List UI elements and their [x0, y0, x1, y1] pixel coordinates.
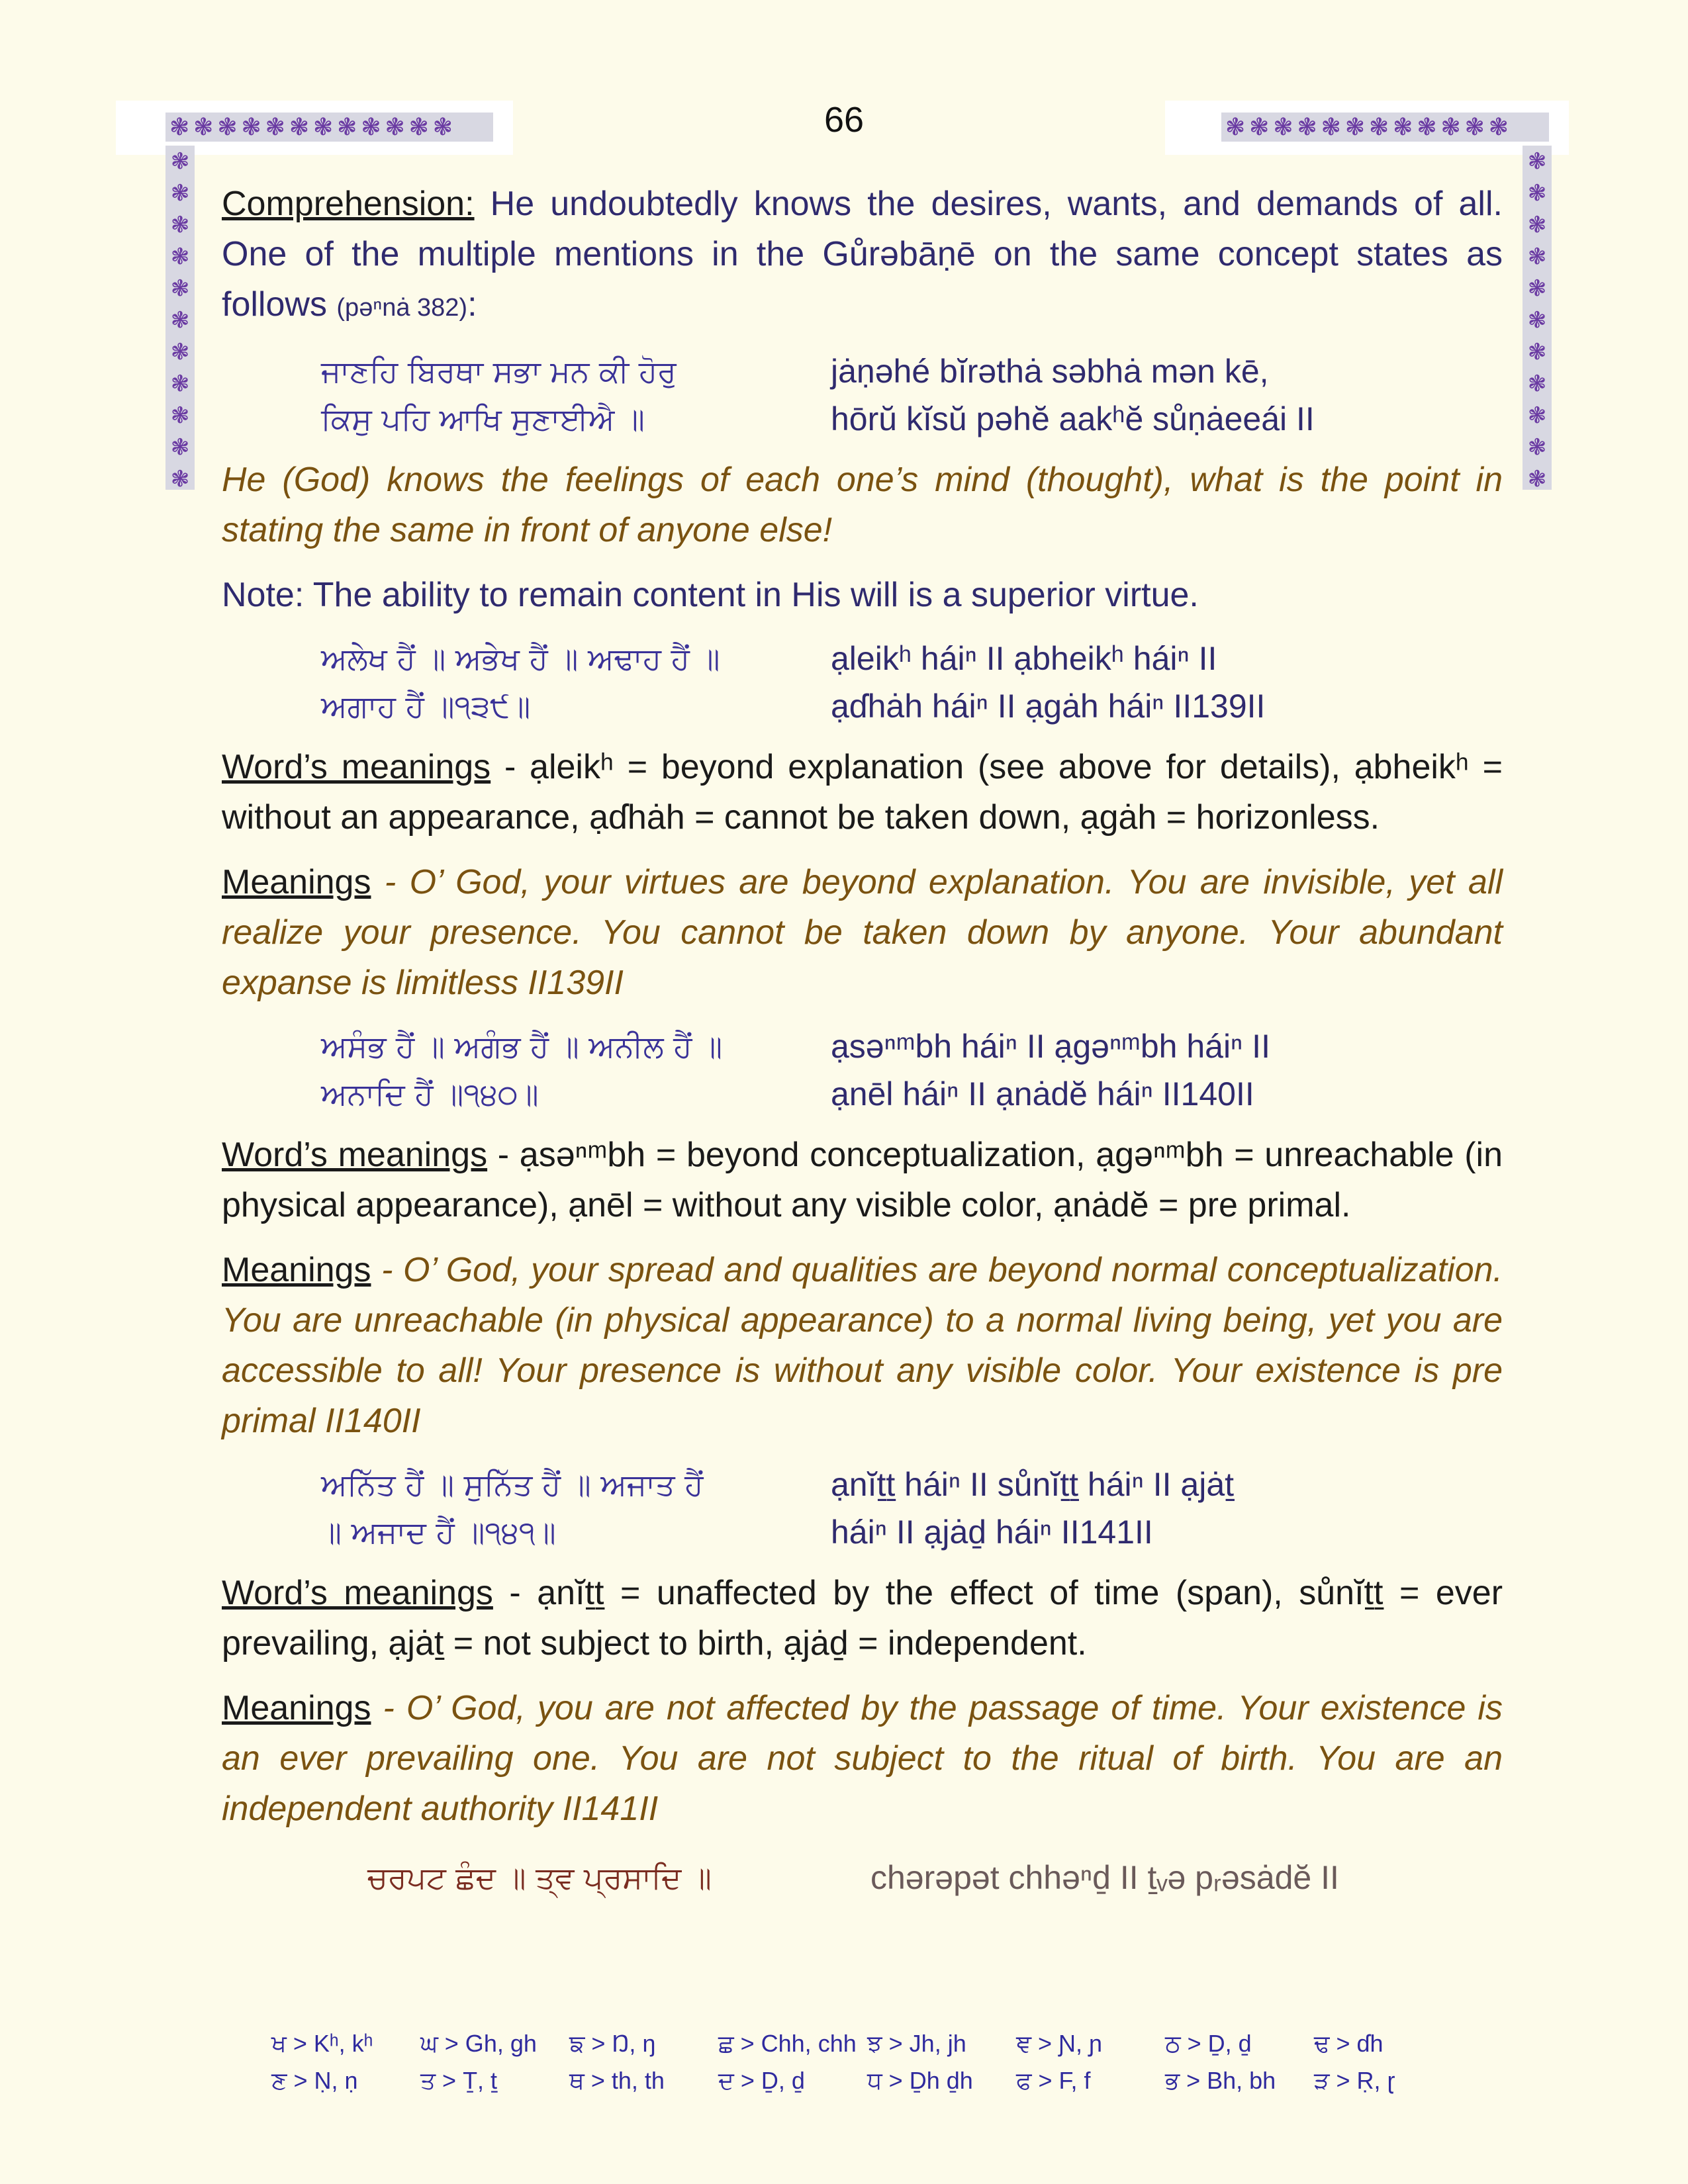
flower-icon: ❃: [170, 371, 190, 397]
legend-row: [271, 2062, 1463, 2099]
flower-border-icon: ❃❃❃❃❃❃❃❃❃❃❃❃: [169, 113, 457, 141]
border-strip-top-left: [165, 113, 493, 142]
comprehension-paragraph: [222, 179, 1503, 333]
meanings-label: Meanings: [222, 1689, 371, 1727]
translation-paragraph: He (God) knows the feelings of each one’s mind (thought), what is the point in stating the same in front of anyone else!: [222, 461, 1503, 549]
gurmukhi-verse: [222, 1023, 831, 1118]
legend-entry: ਭ > Bh, bh: [1165, 2067, 1276, 2094]
flower-icon: ❃: [170, 244, 190, 270]
word-meanings-label: Word’s meanings: [222, 1136, 488, 1174]
meanings-text: - O’ God, your spread and qualities are beyond normal conceptualization. You are unreachable (in physical appearance) to a normal living being, yet you are accessible to all! Your presence is without any visible color. Your existence is pre primal II140II: [222, 1251, 1503, 1440]
word-meanings-label: Word’s meanings: [222, 1574, 493, 1612]
gurmukhi-line: ਅਨਾਦਿ ਹੈਂ ॥੧੪੦॥: [321, 1076, 539, 1112]
flower-icon: ❃: [1527, 180, 1547, 206]
legend-entry: ਝ > Jh, jh: [867, 2030, 966, 2057]
legend-entry: ਖ > Kʰ, kʰ: [271, 2030, 373, 2057]
meanings-label: Meanings: [222, 1251, 371, 1289]
verse-block: [222, 635, 1503, 730]
meanings-paragraph: [222, 857, 1503, 1008]
note-paragraph: Note: The ability to remain content in His will is a superior virtue.: [222, 576, 1199, 614]
legend-entry: ਛ > Chh, chh: [718, 2030, 857, 2057]
legend-entry: ਠ > Ḏ, ḏ: [1165, 2030, 1252, 2057]
verse-block: [222, 1461, 1503, 1556]
word-meanings-label: Word’s meanings: [222, 748, 491, 786]
gurmukhi-line: ਅਨਿੱਤ ਹੈਂ ॥ ਸੁਨਿੱਤ ਹੈਂ ॥ ਅਜਾਤ ਹੈਂ: [321, 1467, 704, 1502]
translit-line: ạnĭṯṯ háiⁿ II sůnĭṯṯ háiⁿ II ạjȧṯ: [831, 1466, 1235, 1503]
meanings-paragraph: [222, 1683, 1503, 1834]
transliteration: [831, 1854, 1503, 1901]
page-reference: (pəⁿnȧ 382): [336, 294, 468, 322]
legend-entry: ਘ > Gh, gh: [420, 2030, 537, 2057]
word-meanings-text: - ạnĭṯṯ = unaffected by the effect of time (span), sůnĭṯṯ = ever prevailing, ạjȧṯ = not subject to birth, ạjȧḏ = independent.: [222, 1574, 1503, 1662]
transliteration: [831, 1023, 1503, 1118]
gurmukhi-verse: [222, 635, 831, 730]
transliteration: [831, 347, 1503, 443]
gurmukhi-line: ਚਰਪਟ ਛੰਦ ॥ ਤ੍ਵ ਪ੍ਰਸਾਦਿ ॥: [367, 1860, 712, 1895]
meanings-text: - O’ God, you are not affected by the passage of time. Your existence is an ever prevailing one. You are not subject to the ritual of birth. You are an independent authority II141II: [222, 1689, 1503, 1828]
flower-icon: ❃: [170, 148, 190, 175]
gurmukhi-verse: [222, 1461, 831, 1556]
legend-entry: ਣ > Ṇ, ṇ: [271, 2067, 358, 2094]
transliteration: [831, 635, 1503, 730]
legend-entry: ਙ > Ŋ, ŋ: [569, 2030, 656, 2057]
word-meanings-paragraph: [222, 1130, 1503, 1230]
gurmukhi-line: ਅਲੇਖ ਹੈਂ ॥ ਅਭੇਖ ਹੈਂ ॥ ਅਢਾਹ ਹੈਂ ॥: [321, 641, 720, 676]
flower-border-icon: ❃❃❃❃❃❃❃❃❃❃❃❃: [1225, 113, 1513, 141]
legend-entry: ਫ > F, f: [1016, 2067, 1091, 2094]
verse-block: [222, 347, 1503, 443]
legend-entry: ਦ > Ḏ, ḏ: [718, 2067, 805, 2094]
legend-entry: ਥ > th, th: [569, 2067, 665, 2094]
word-meanings-text: - ạleikʰ = beyond explanation (see above for details), ạbheikʰ = without an appearance, ạɗhȧh = cannot be taken down, ạgȧh = horizonless.: [222, 748, 1503, 837]
flower-icon: ❃: [170, 212, 190, 238]
gurmukhi-line: ਅਗਾਹ ਹੈਂ ॥੧੩੯॥: [321, 688, 531, 724]
gurmukhi-line: ਅਸੰਭ ਹੈਂ ॥ ਅਗੰਭ ਹੈਂ ॥ ਅਨੀਲ ਹੈਂ ॥: [321, 1028, 723, 1064]
page-number: 66: [823, 100, 865, 140]
flower-icon: ❃: [170, 339, 190, 365]
meanings-label: Meanings: [222, 863, 371, 901]
border-strip-left: [165, 146, 195, 490]
border-strip-top-right: [1221, 113, 1549, 142]
translit-line: háiⁿ II ạjȧḏ háiⁿ II141II: [831, 1514, 1153, 1551]
legend-entry: ਧ > Ḏh ḏh: [867, 2067, 973, 2094]
verse-heading: [222, 1854, 1503, 1901]
translit-line: chərəpət chhəⁿḏ II ṯᵥə pᵣəsȧdĕ II: [870, 1859, 1339, 1896]
gurmukhi-line: ਕਿਸੁ ਪਹਿ ਆਖਿ ਸੁਣਾਈਐ ॥: [321, 401, 645, 437]
transliteration-legend: [271, 2025, 1463, 2099]
flower-icon: ❃: [1527, 402, 1547, 429]
gurmukhi-verse: [222, 347, 831, 443]
page-content: [222, 179, 1503, 1913]
translit-line: jȧṇəhé bĭrəthȧ səbhȧ mən kē,: [831, 353, 1269, 390]
flower-icon: ❃: [1527, 466, 1547, 490]
legend-entry: ੜ > Ṛ, ɽ: [1314, 2067, 1395, 2094]
flower-icon: ❃: [1527, 371, 1547, 397]
gurmukhi-line: ਜਾਣਹਿ ਬਿਰਥਾ ਸਭਾ ਮਨ ਕੀ ਹੋਰੁ: [321, 353, 677, 389]
flower-icon: ❃: [170, 402, 190, 429]
verse-block: [222, 1023, 1503, 1118]
comprehension-text: He undoubtedly knows the desires, wants, and demands of all. One of the multiple mentions in the Gůrəbāṇē on the same concept states as follows: [222, 185, 1503, 324]
meanings-text: - O’ God, your virtues are beyond explanation. You are invisible, yet all realize your presence. You cannot be taken down by anyone. Your abundant expanse is limitless II139II: [222, 863, 1503, 1002]
word-meanings-paragraph: [222, 1568, 1503, 1668]
flower-icon: ❃: [1527, 434, 1547, 461]
comprehension-label: Comprehension:: [222, 185, 475, 223]
translit-line: ạsəⁿᵐbh háiⁿ II ạgəⁿᵐbh háiⁿ II: [831, 1028, 1270, 1065]
translit-line: hōrŭ kĭsŭ pəhĕ aakʰĕ sůṇȧeeái II: [831, 400, 1315, 437]
comprehension-tail: :: [467, 285, 477, 324]
flower-icon: ❃: [170, 466, 190, 490]
flower-icon: ❃: [170, 275, 190, 302]
flower-icon: ❃: [1527, 275, 1547, 302]
legend-row: [271, 2025, 1463, 2062]
translit-line: ạɗhȧh háiⁿ II ạgȧh háiⁿ II139II: [831, 688, 1266, 725]
gurmukhi-verse: [222, 1854, 831, 1901]
flower-icon: ❃: [1527, 244, 1547, 270]
translit-line: ạnēl háiⁿ II ạnȧdĕ háiⁿ II140II: [831, 1075, 1254, 1113]
meanings-paragraph: [222, 1245, 1503, 1446]
flower-icon: ❃: [170, 434, 190, 461]
flower-icon: ❃: [170, 307, 190, 334]
flower-icon: ❃: [1527, 148, 1547, 175]
word-meanings-text: - ạsəⁿᵐbh = beyond conceptualization, ạgəⁿᵐbh = unreachable (in physical appearance), ạnēl = without any visible color, ạnȧdĕ = pre primal.: [222, 1136, 1503, 1224]
legend-entry: ਞ > Ɲ, ɲ: [1016, 2030, 1103, 2057]
flower-icon: ❃: [1527, 307, 1547, 334]
flower-icon: ❃: [1527, 212, 1547, 238]
flower-icon: ❃: [170, 180, 190, 206]
flower-icon: ❃: [1527, 339, 1547, 365]
legend-entry: ਤ > Ṯ, ṯ: [420, 2067, 498, 2094]
border-strip-right: [1523, 146, 1552, 490]
gurmukhi-line: ॥ ਅਜਾਦ ਹੈਂ ॥੧੪੧॥: [321, 1514, 556, 1550]
translit-line: ạleikʰ háiⁿ II ạbheikʰ háiⁿ II: [831, 640, 1217, 677]
transliteration: [831, 1461, 1503, 1556]
word-meanings-paragraph: [222, 742, 1503, 842]
legend-entry: ਢ > ɗh: [1314, 2030, 1383, 2057]
